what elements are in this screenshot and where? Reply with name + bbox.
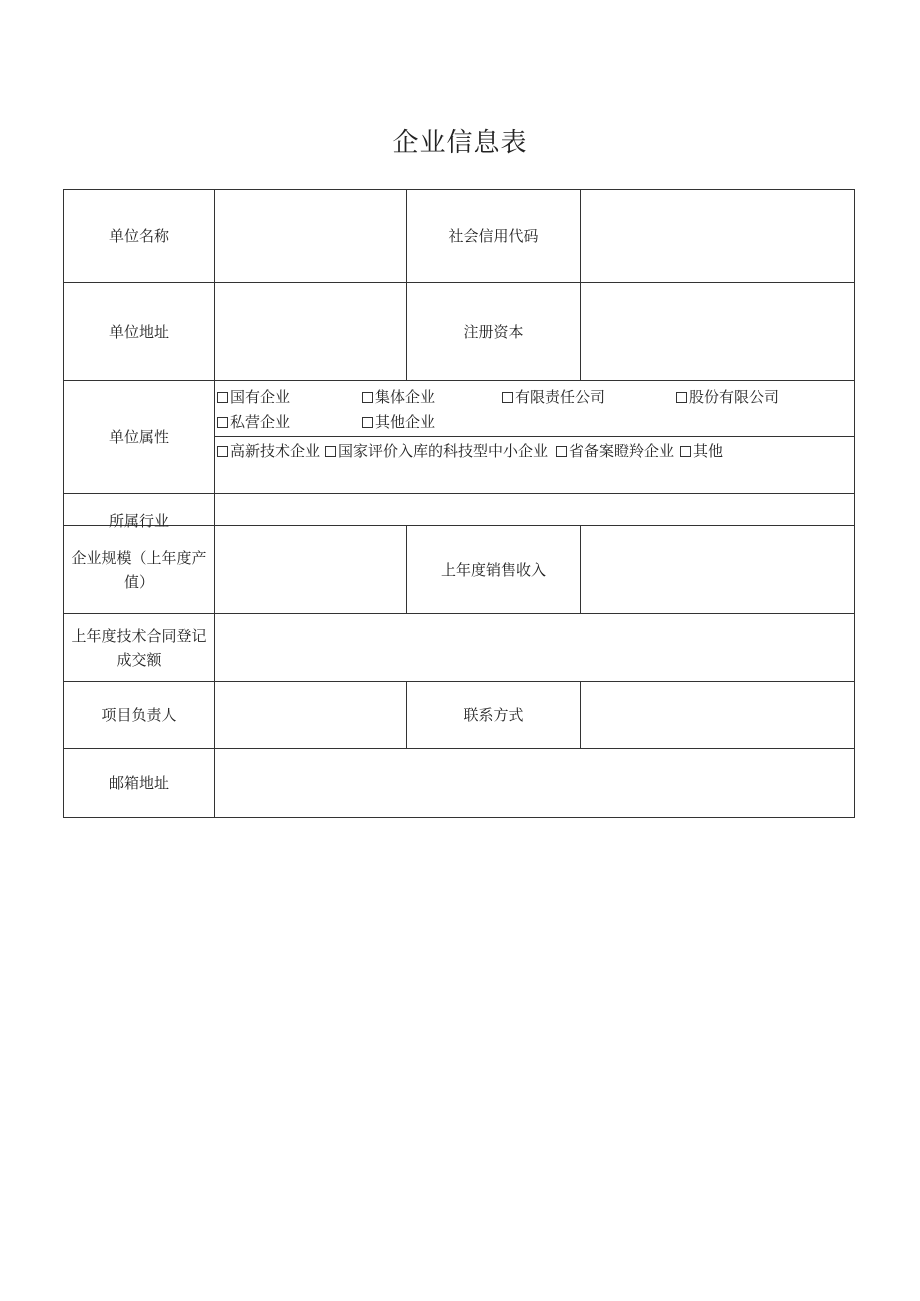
option-private[interactable]: [217, 412, 290, 432]
tech-contract-label: 上年度技术合同登记成交额: [71, 626, 207, 669]
checkbox-icon[interactable]: [325, 446, 336, 457]
project-leader-field[interactable]: [215, 682, 406, 748]
checkbox-icon[interactable]: [676, 392, 687, 403]
last-year-sales-label: 上年度销售收入: [440, 560, 546, 579]
unit-name-field[interactable]: [215, 190, 406, 282]
registered-capital-field[interactable]: [581, 283, 854, 380]
option-tech-sme[interactable]: [325, 441, 548, 461]
option-gazelle[interactable]: [556, 441, 674, 461]
checkbox-icon[interactable]: [362, 417, 373, 428]
email-label: 邮箱地址: [108, 774, 169, 792]
option-joint-stock[interactable]: [676, 387, 779, 407]
last-year-sales-field[interactable]: [581, 526, 854, 613]
registered-capital-label: 注册资本: [463, 322, 524, 341]
option-label: 国家评价入库的科技型中小企业: [338, 442, 549, 460]
option-label: 其他企业: [375, 413, 436, 431]
enterprise-scale-field[interactable]: [215, 526, 406, 613]
option-label: 高新技术企业: [230, 442, 321, 460]
contact-field[interactable]: [581, 682, 854, 748]
credit-code-field[interactable]: [581, 190, 854, 282]
option-label: 集体企业: [375, 388, 436, 406]
checkbox-icon[interactable]: [217, 417, 228, 428]
industry-field[interactable]: [215, 494, 854, 525]
option-other-enterprise[interactable]: [362, 412, 435, 432]
option-label: 私营企业: [230, 413, 291, 431]
table-border-bottom: [63, 817, 855, 818]
email-field[interactable]: [215, 749, 854, 817]
option-collective[interactable]: [362, 387, 435, 407]
checkbox-icon[interactable]: [556, 446, 567, 457]
option-state-owned[interactable]: [217, 387, 290, 407]
option-label: 国有企业: [230, 388, 291, 406]
credit-code-label: 社会信用代码: [448, 227, 539, 245]
option-label: 股份有限公司: [689, 388, 780, 406]
unit-name-label: 单位名称: [108, 227, 169, 245]
page-title: 企业信息表: [392, 128, 528, 158]
enterprise-scale-label: 企业规模（上年度产值）: [71, 548, 207, 591]
project-leader-label: 项目负责人: [101, 706, 177, 724]
unit-address-label: 单位地址: [108, 322, 169, 341]
enterprise-info-table: [63, 189, 855, 818]
unit-attribute-label: 单位属性: [108, 428, 169, 446]
checkbox-icon[interactable]: [502, 392, 513, 403]
contact-label: 联系方式: [463, 706, 524, 724]
option-label: 其他: [693, 442, 724, 460]
table-border-right: [854, 189, 855, 818]
option-high-tech[interactable]: [217, 441, 320, 461]
checkbox-icon[interactable]: [680, 446, 691, 457]
checkbox-icon[interactable]: [217, 446, 228, 457]
checkbox-icon[interactable]: [362, 392, 373, 403]
checkbox-icon[interactable]: [217, 392, 228, 403]
option-limited-liability[interactable]: [502, 387, 605, 407]
industry-label: 所属行业: [108, 512, 169, 530]
option-other[interactable]: [680, 441, 723, 461]
tech-contract-field[interactable]: [215, 614, 854, 681]
option-label: 省备案瞪羚企业: [569, 442, 675, 460]
option-label: 有限责任公司: [515, 388, 606, 406]
row-divider: [214, 436, 855, 437]
unit-address-field[interactable]: [215, 283, 406, 380]
